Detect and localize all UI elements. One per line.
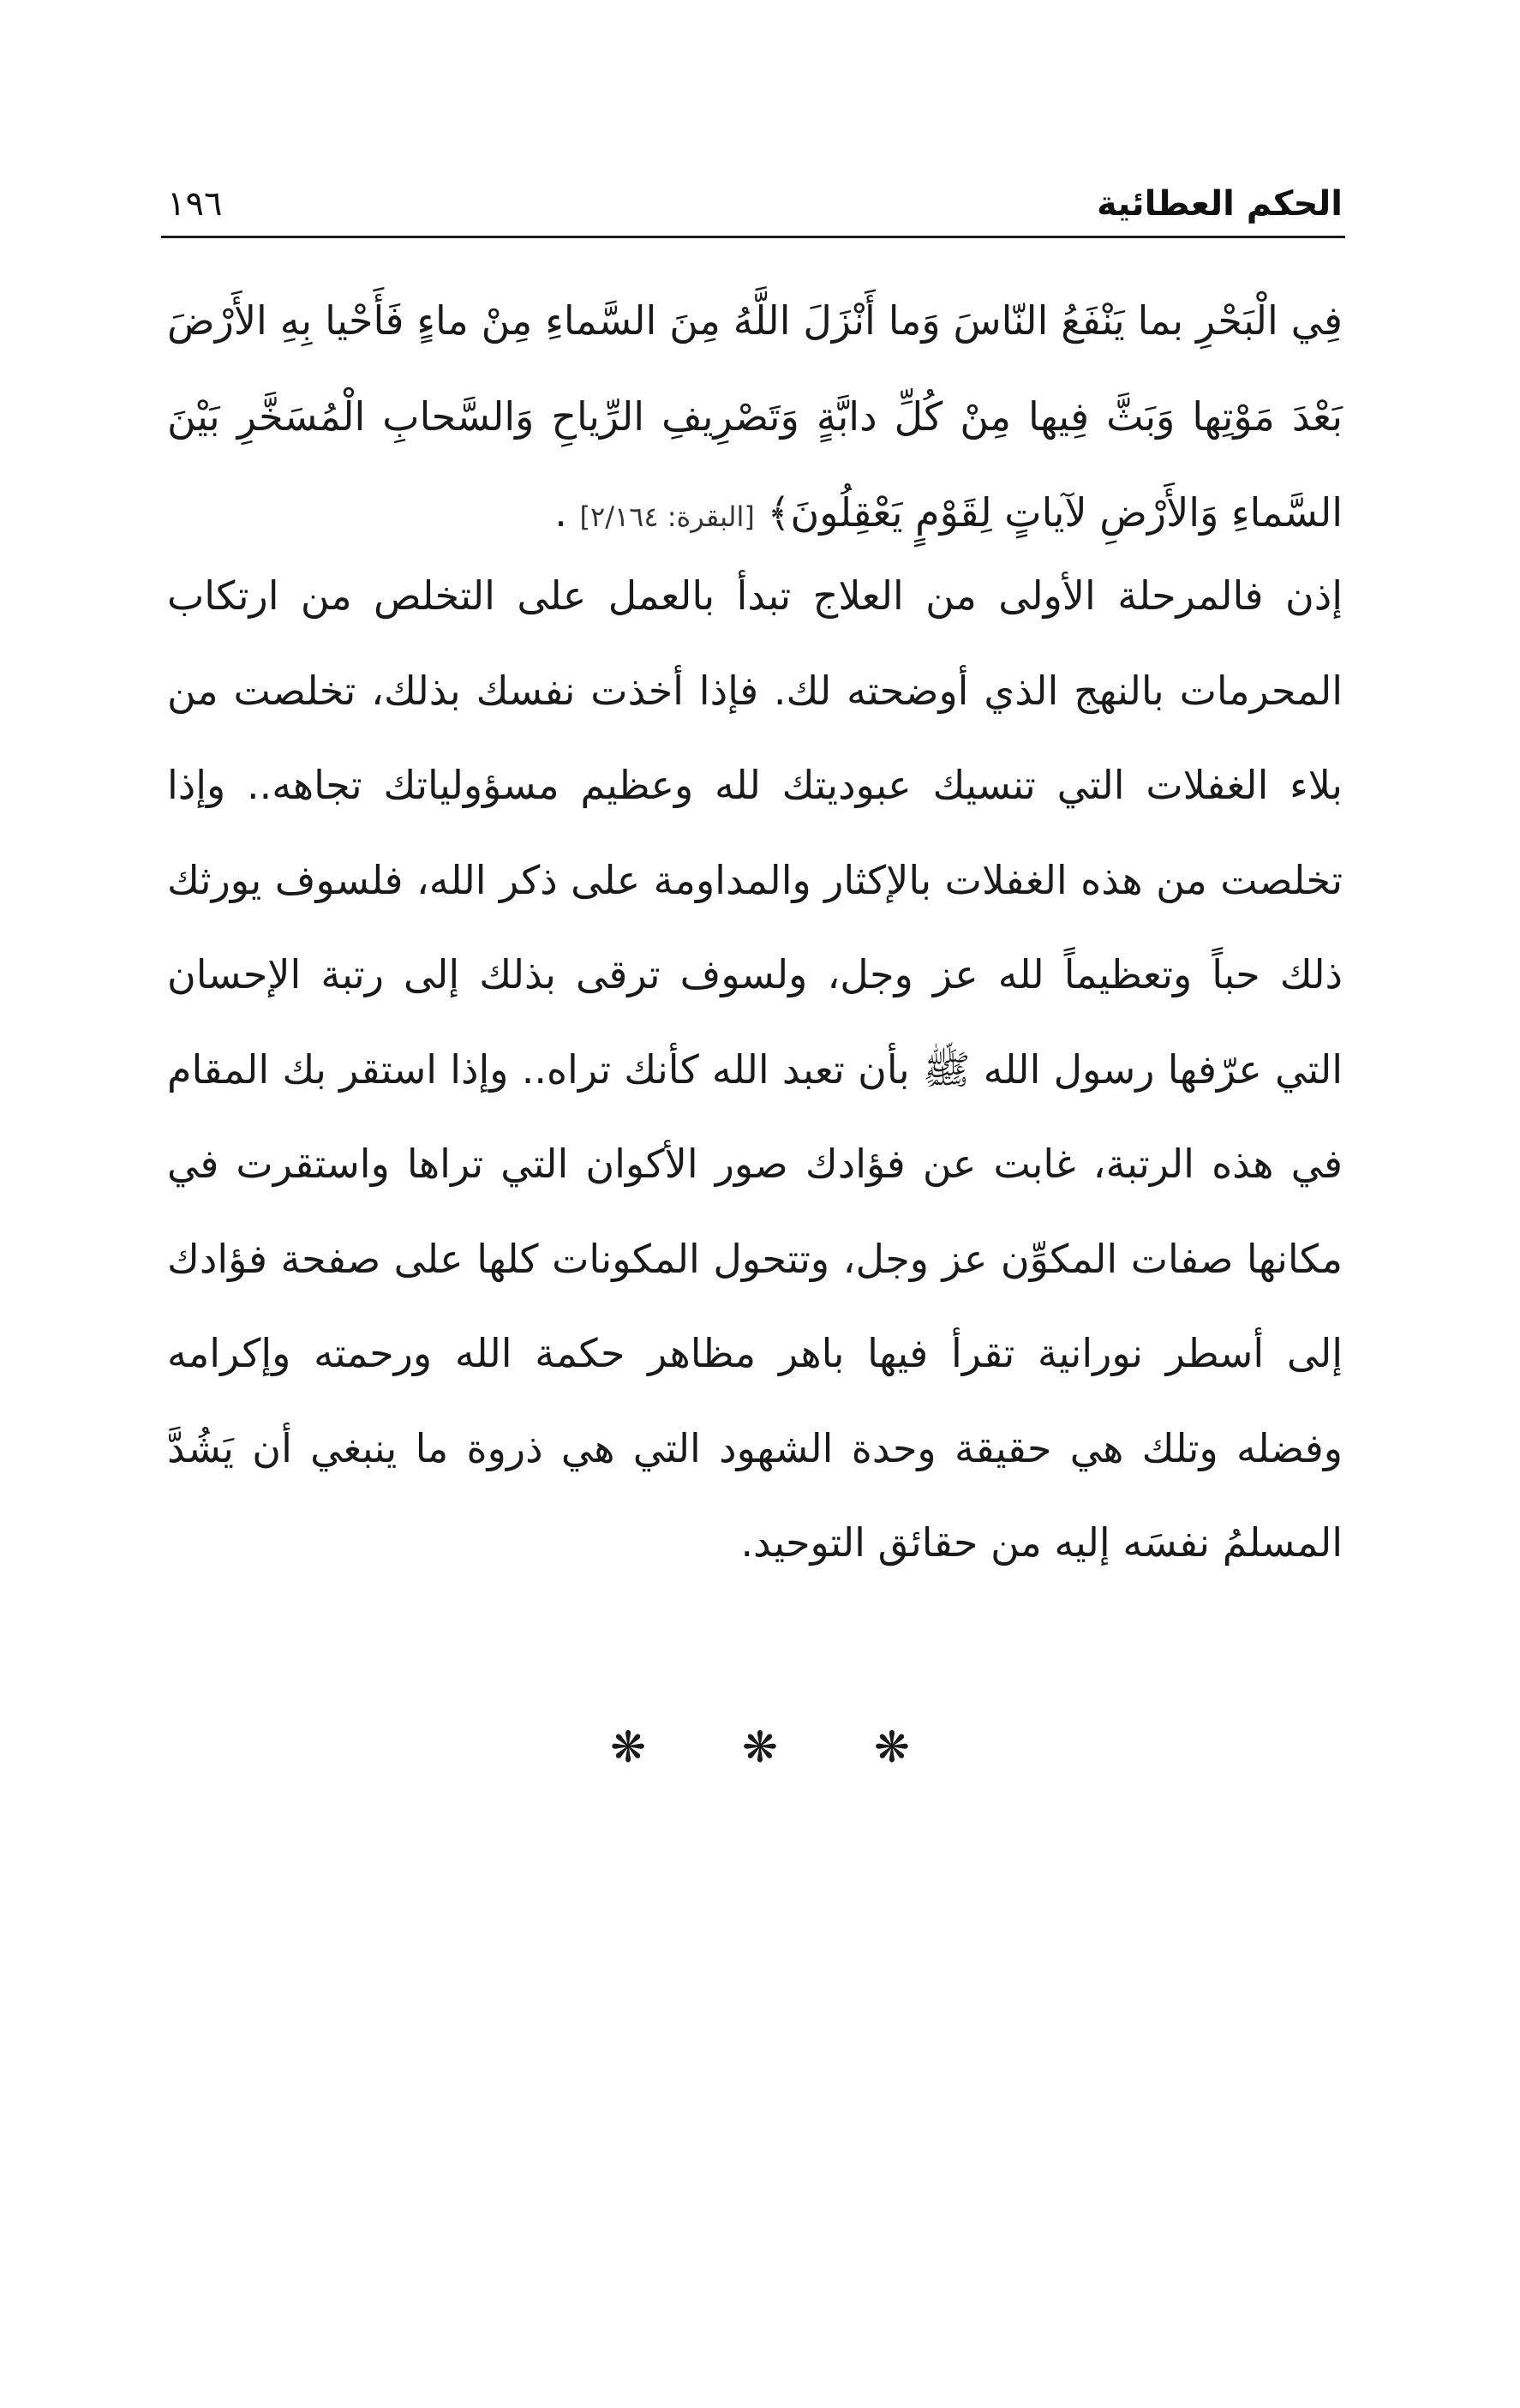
quran-verse-text: فِي الْبَحْرِ بما يَنْفَعُ النّاسَ وَما أَنْزَلَ اللَّهُ مِنَ السَّماءِ مِنْ ماءٍ فَأَحْيا بِهِ الأَرْضَ بَعْدَ مَوْتِها وَبَثَّ فِيها مِنْ كُلِّ دابَّةٍ وَتَصْرِيفِ الرِّياحِ وَالسَّحابِ الْمُسَخَّرِ بَيْنَ السَّماءِ وَالأَرْضِ لآياتٍ لِقَوْمٍ يَعْقِلُونَ﴾ [167, 297, 1343, 536]
page-number: ١٩٦ [167, 184, 223, 224]
body-paragraph: إذن فالمرحلة الأولى من العلاج تبدأ بالعمل على التخلص من ارتكاب المحرمات بالنهج الذي أوضحته لك. فإذا أخذت نفسك بذلك، تخلصت من بلاء الغفلات التي تنسيك عبوديتك لله وعظيم مسؤولياتك تجاهه.. وإذا تخلصت من هذه الغفلات بالإكثار والمداومة على ذكر الله، فلسوف يورثك ذلك حباً وتعظيماً لله عز وجل، ولسوف ترقى بذلك إلى رتبة الإحسان التي عرّفها رسول الله ﷺ بأن تعبد الله كأنك تراه.. وإذا استقر بك المقام في هذه الرتبة، غابت عن فؤادك صور الأكوان التي تراها واستقرت في مكانها صفات المكوِّن عز وجل، وتتحول المكونات كلها على صفحة فؤادك إلى أسطر نورانية تقرأ فيها باهر مظاهر حكمة الله ورحمته وإكرامه وفضله وتلك هي حقيقة وحدة الشهود التي هي ذروة ما ينبغي أن يَشُدَّ المسلمُ نفسَه إليه من حقائق التوحيد. [167, 572, 1343, 1566]
separator-star-icon: ❋ [610, 1722, 647, 1772]
section-separator [0, 1722, 1520, 1772]
separator-star-icon: ❋ [873, 1722, 910, 1772]
quran-end-mark: . [554, 489, 580, 536]
running-title: الحكم العطائية [1096, 184, 1343, 224]
running-header [167, 176, 1343, 236]
quran-reference: [البقرة: ٢/١٦٤] [579, 500, 755, 533]
separator-star-icon: ❋ [742, 1722, 778, 1772]
header-rule [161, 236, 1345, 238]
quran-passage [167, 273, 1343, 565]
